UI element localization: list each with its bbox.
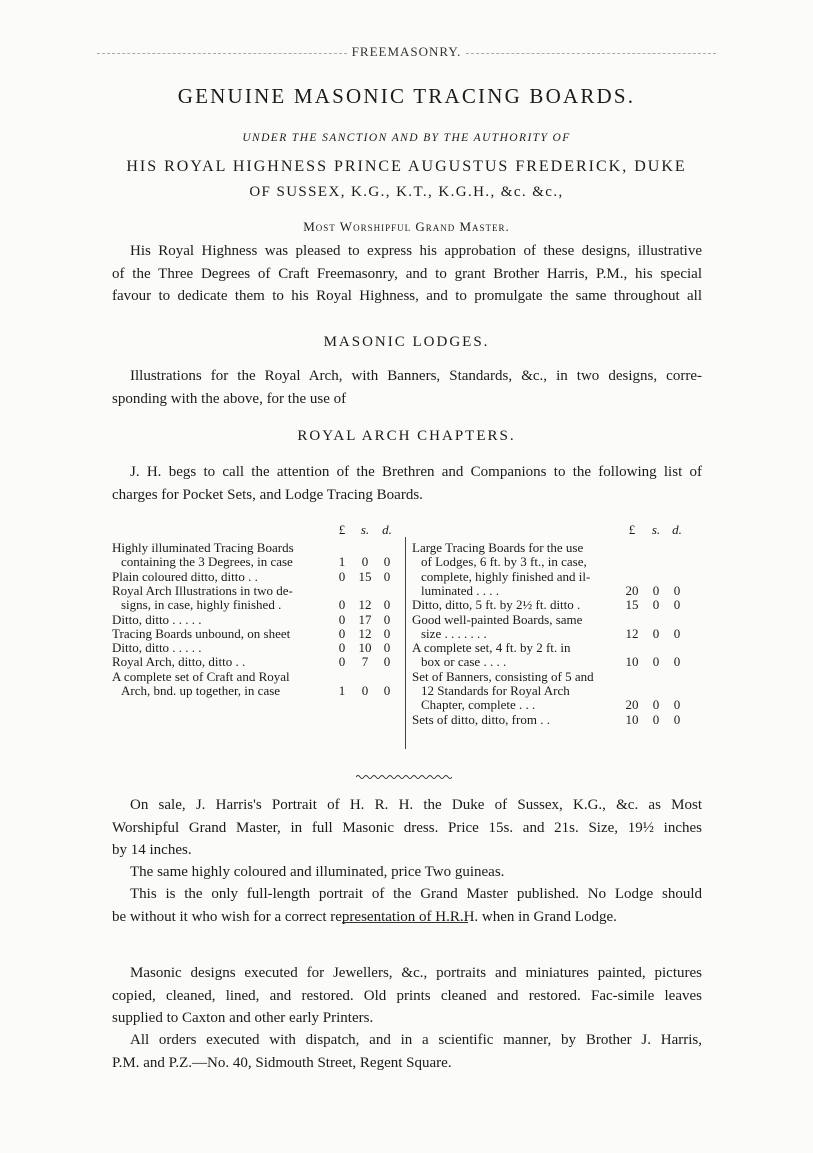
ornamental-wavy-rule bbox=[356, 774, 452, 780]
amount-shillings: 10 bbox=[358, 640, 372, 656]
paragraph-designs bbox=[112, 962, 702, 1030]
dashed-rule-left bbox=[97, 53, 347, 54]
paragraph-portrait bbox=[112, 794, 702, 862]
amount-pence: 0 bbox=[383, 654, 391, 670]
text-line: P.M. and P.Z.—No. 40, Sidmouth Street, Regent Square. bbox=[112, 1054, 452, 1071]
header-pence: d. bbox=[382, 522, 392, 537]
price-item-amount bbox=[330, 683, 398, 699]
amount-pence: 0 bbox=[383, 568, 391, 584]
amount-shillings: 12 bbox=[358, 625, 372, 641]
text-line: by 14 inches. bbox=[112, 842, 192, 858]
price-item-description: containing the 3 Degrees, in case bbox=[121, 554, 293, 570]
amount-pounds: 20 bbox=[625, 697, 639, 713]
dedication-line-2: OF SUSSEX, K.G., K.T., K.G.H., &c. &c., bbox=[249, 184, 564, 200]
header-pounds: £ bbox=[628, 522, 636, 537]
currency-header-left bbox=[330, 522, 398, 538]
amount-shillings: 0 bbox=[652, 597, 660, 613]
amount-shillings: 0 bbox=[652, 625, 660, 641]
price-item-description: of Lodges, 6 ft. by 3 ft., in case, bbox=[421, 554, 587, 570]
amount-pence: 0 bbox=[673, 582, 681, 598]
amount-pence: 0 bbox=[383, 683, 391, 698]
price-item-description: Highly illuminated Tracing Boards bbox=[112, 540, 294, 555]
price-item-description: Ditto, ditto . . . . . bbox=[112, 640, 202, 656]
price-item-description: Arch, bnd. up together, in case bbox=[121, 683, 281, 698]
header-shillings: s. bbox=[651, 522, 661, 537]
price-item-description: Royal Arch Illustrations in two de- bbox=[112, 582, 293, 598]
paragraph-approbation bbox=[112, 240, 702, 308]
amount-shillings: 12 bbox=[358, 597, 372, 613]
text-line: His Royal Highness was pleased to express his approbation of these designs, illustrative bbox=[130, 243, 702, 259]
price-item-description: luminated . . . . bbox=[421, 582, 499, 598]
text-line: This is the only full-length portrait of the Grand Master published. No Lodge should bbox=[130, 886, 702, 902]
amount-shillings: 0 bbox=[361, 683, 369, 698]
amount-shillings: 0 bbox=[652, 582, 660, 598]
text-line: All orders executed with dispatch, and in a scientific manner, by Brother J. Harris, bbox=[130, 1032, 702, 1048]
amount-pence: 0 bbox=[383, 640, 391, 656]
amount-pence: 0 bbox=[383, 597, 391, 613]
dashed-rule-right bbox=[466, 53, 716, 54]
text-line: Illustrations for the Royal Arch, with Banners, Standards, &c., in two designs, corre- bbox=[130, 368, 702, 384]
text-line: charges for Pocket Sets, and Lodge Tracing Boards. bbox=[112, 486, 423, 503]
amount-pence: 0 bbox=[673, 697, 681, 713]
price-item-description: Plain coloured ditto, ditto . . bbox=[112, 568, 258, 584]
amount-pounds: 1 bbox=[338, 554, 346, 570]
amount-shillings: 7 bbox=[361, 654, 369, 670]
price-item-description: 12 Standards for Royal Arch bbox=[421, 683, 570, 698]
text-line: On sale, J. Harris's Portrait of H. R. H. the Duke of Sussex, K.G., &c. as Most bbox=[130, 797, 702, 813]
price-item-description: size . . . . . . . bbox=[421, 625, 487, 641]
column-divider bbox=[405, 537, 406, 749]
amount-pence: 0 bbox=[673, 654, 681, 670]
price-item-description: Ditto, ditto, 5 ft. by 2½ ft. ditto . bbox=[412, 597, 581, 613]
text-line: The same highly coloured and illuminated, price Two guineas. bbox=[130, 864, 505, 880]
header-pence: d. bbox=[672, 522, 682, 537]
amount-pounds: 0 bbox=[338, 640, 346, 656]
amount-pence: 0 bbox=[383, 554, 391, 570]
price-item-description: Tracing Boards unbound, on sheet bbox=[112, 625, 291, 641]
text-line: of the Three Degrees of Craft Freemasonry, and to grant Brother Harris, P.M., his special bbox=[112, 265, 702, 282]
price-item-description: A complete set, 4 ft. by 2 ft. in bbox=[412, 640, 571, 656]
amount-pounds: 0 bbox=[338, 568, 346, 584]
header-shillings: s. bbox=[360, 522, 370, 537]
price-item-description: Set of Banners, consisting of 5 and bbox=[412, 668, 594, 684]
amount-pounds: 0 bbox=[338, 625, 346, 641]
price-item-amount bbox=[618, 597, 688, 613]
amount-pounds: 15 bbox=[625, 597, 639, 613]
amount-shillings: 0 bbox=[652, 697, 660, 713]
text-line: be without it who wish for a correct representation of H.R.H. when in Grand Lodge. bbox=[112, 908, 617, 925]
amount-pounds: 20 bbox=[625, 582, 639, 598]
price-item-description: complete, highly finished and il- bbox=[421, 568, 591, 584]
heading-royal-arch-chapters: ROYAL ARCH CHAPTERS. bbox=[297, 428, 516, 444]
amount-pence: 0 bbox=[673, 711, 681, 727]
amount-pence: 0 bbox=[673, 597, 681, 613]
amount-shillings: 0 bbox=[652, 654, 660, 670]
paragraph-orders bbox=[112, 1029, 702, 1074]
grand-master-line: Most Worshipful Grand Master. bbox=[303, 219, 510, 234]
heading-masonic-lodges: MASONIC LODGES. bbox=[323, 334, 490, 350]
price-item-description: Royal Arch, ditto, ditto . . bbox=[112, 654, 246, 670]
dedication-line-1: HIS ROYAL HIGHNESS PRINCE AUGUSTUS FREDERICK, DUKE bbox=[126, 158, 687, 175]
price-item-amount bbox=[618, 654, 688, 670]
text-line: Masonic designs executed for Jewellers, &c., portraits and miniatures painted, pictures bbox=[130, 965, 702, 981]
amount-pounds: 0 bbox=[338, 597, 346, 613]
amount-pence: 0 bbox=[383, 625, 391, 641]
price-item-description: Chapter, complete . . . bbox=[421, 697, 536, 713]
amount-shillings: 15 bbox=[358, 568, 372, 584]
running-head-text: FREEMASONRY. bbox=[351, 44, 462, 59]
price-item-description: signs, in case, highly finished . bbox=[121, 597, 282, 613]
header-pounds: £ bbox=[338, 522, 346, 537]
amount-pence: 0 bbox=[383, 611, 391, 627]
amount-pounds: 12 bbox=[625, 625, 639, 641]
amount-shillings: 17 bbox=[358, 611, 372, 627]
price-item-description: Sets of ditto, ditto, from . . bbox=[412, 711, 550, 727]
amount-shillings: 0 bbox=[361, 554, 369, 570]
text-line: copied, cleaned, lined, and restored. Old prints cleaned and restored. Fac-simile leaves bbox=[112, 987, 702, 1004]
paragraph-charges bbox=[112, 461, 702, 506]
text-line: favour to dedicate them to his Royal Highness, and to promulgate the same throughout all bbox=[112, 288, 702, 304]
section-divider-rule bbox=[342, 922, 468, 923]
price-item-description: A complete set of Craft and Royal bbox=[112, 668, 290, 684]
amount-pounds: 0 bbox=[338, 611, 346, 627]
text-line: Worshipful Grand Master, in full Masonic dress. Price 15s. and 21s. Size, 19½ inches bbox=[112, 819, 702, 836]
sanction-line: UNDER THE SANCTION AND BY THE AUTHORITY OF bbox=[242, 132, 571, 144]
amount-pounds: 10 bbox=[625, 711, 639, 727]
price-item-description: Good well-painted Boards, same bbox=[412, 611, 583, 627]
text-line: supplied to Caxton and other early Printers. bbox=[112, 1010, 374, 1026]
amount-pounds: 1 bbox=[338, 683, 346, 698]
price-item-amount bbox=[330, 569, 398, 585]
text-line: J. H. begs to call the attention of the Brethren and Companions to the following list of bbox=[130, 464, 702, 480]
price-item-description: Large Tracing Boards for the use bbox=[412, 540, 584, 555]
page-title: GENUINE MASONIC TRACING BOARDS. bbox=[177, 84, 636, 108]
paragraph-coloured bbox=[112, 861, 702, 884]
price-item-amount bbox=[330, 654, 398, 670]
amount-pounds: 10 bbox=[625, 654, 639, 670]
price-item-description: box or case . . . . bbox=[421, 654, 507, 670]
price-item-description: Ditto, ditto . . . . . bbox=[112, 611, 202, 627]
amount-shillings: 0 bbox=[652, 711, 660, 727]
price-item-amount bbox=[618, 626, 688, 642]
amount-pounds: 0 bbox=[338, 654, 346, 670]
running-head bbox=[0, 44, 813, 60]
price-item-amount bbox=[618, 712, 688, 728]
currency-header-right bbox=[618, 522, 688, 538]
paragraph-royal-arch bbox=[112, 365, 702, 410]
amount-pence: 0 bbox=[673, 625, 681, 641]
text-line: sponding with the above, for the use of bbox=[112, 390, 347, 407]
